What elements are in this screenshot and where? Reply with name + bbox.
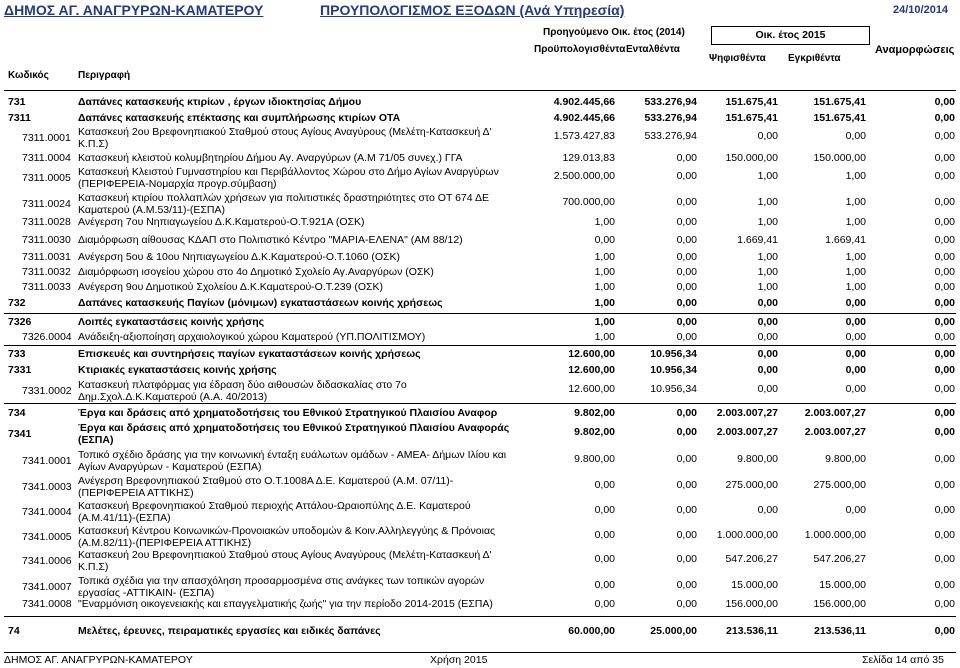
prev-year-label: Προηγούμενο Οικ. έτος (2014): [543, 27, 685, 38]
row-voted: 0,00: [757, 383, 778, 395]
row-voted: 213.536,11: [726, 625, 778, 637]
row-approved: 213.536,11: [814, 625, 866, 637]
row-ordered: 0,00: [676, 316, 697, 328]
row-approved: 151.675,41: [813, 96, 866, 108]
row-code: 7341: [8, 428, 32, 440]
row-code: 74: [8, 625, 20, 637]
org-name: ΔΗΜΟΣ ΑΓ. ΑΝΑΓΡΥΡΩΝ-ΚΑΜΑΤΕΡΟΥ: [4, 2, 264, 18]
row-description: Κατασκευή πλατφόρμας για έδραση δύο αιθουσών διδασκαλίας στο 7ο Δημ.Σχολ.Δ.Κ.Καματερού (Α.Α. 40/2013): [78, 379, 407, 403]
section-divider: [4, 616, 956, 617]
row-description: Κατασκευή κτιρίου πολλαπλών χρήσεων για πολιτιστικές δραστηριότητες στο ΟΤ 674 ΔΕ Καματερού (Α.Μ.53/11)-(ΕΣΠΑ): [78, 192, 489, 216]
row-revisions: 0,00: [934, 383, 955, 395]
row-revisions: 0,00: [934, 112, 955, 124]
row-budgeted: 0,00: [594, 529, 615, 541]
row-revisions: 0,00: [934, 130, 955, 142]
row-budgeted: 1,00: [594, 331, 615, 343]
row-code: 7311.0028: [22, 216, 71, 228]
row-description: Επισκευές και συντηρήσεις παγίων εγκαταστάσεων κοινής χρήσεως: [78, 348, 421, 360]
row-approved: 150.000,00: [813, 152, 866, 164]
row-ordered: 10.956,34: [650, 364, 697, 376]
row-code: 7341.0001: [22, 455, 72, 467]
row-approved: 15.000,00: [819, 579, 866, 591]
row-voted: 1,00: [757, 251, 778, 263]
row-voted: 1.000.000,00: [716, 529, 778, 541]
row-code: 7311.0033: [22, 281, 71, 293]
row-code: 732: [8, 297, 26, 309]
row-budgeted: 1,00: [594, 251, 615, 263]
col-header-voted: Ψηφισθέντα: [709, 53, 766, 64]
row-approved: 1,00: [845, 281, 866, 293]
row-description: Έργα και δράσεις από χρηματοδοτήσεις του Εθνικού Στρατηγικού Πλαισίου Αναφοράς (ΕΣΠΑ): [78, 422, 510, 446]
row-code: 733: [8, 348, 26, 360]
row-revisions: 0,00: [934, 251, 955, 263]
row-budgeted: 12.600,00: [568, 348, 615, 360]
row-ordered: 0,00: [676, 598, 697, 610]
row-revisions: 0,00: [934, 170, 955, 182]
row-revisions: 0,00: [934, 553, 955, 565]
row-budgeted: 0,00: [594, 598, 615, 610]
row-approved: 156.000,00: [813, 598, 866, 610]
header-divider: [4, 90, 956, 91]
row-description: Διαμόρφωση ισογείου χώρου στο 4ο Δημοτικό Σχολείο Αγ.Αναργύρων (ΟΣΚ): [78, 266, 434, 278]
row-budgeted: 0,00: [594, 479, 615, 491]
row-budgeted: 9.800,00: [574, 453, 615, 465]
row-budgeted: 2.500.000,00: [553, 170, 615, 182]
row-revisions: 0,00: [934, 266, 955, 278]
row-revisions: 0,00: [934, 426, 955, 438]
row-voted: 9.800,00: [737, 453, 778, 465]
row-voted: 0,00: [757, 504, 778, 516]
row-description: Ανέγερση 9ου Δημοτικού Σχολείου Δ.Κ.Καματερού-Ο.Τ.239 (ΟΣΚ): [78, 281, 384, 293]
row-description: Κατασκευή Κέντρου Κοινωνικών-Προνοιακών υποδομών & Κοιν.Αλληλεγγύης & Πρόνοιας (Α.Μ.82/11)-(ΠΕΡΙΦΕΡΕΙΑ ΑΤΤΙΚΗΣ): [78, 525, 496, 549]
footer-page: Σελίδα 14 από 35: [862, 654, 944, 666]
row-description: Ανέγερση 5ου & 10ου Νηπιαγωγείου Δ.Κ.Καματερού-Ο.Τ.1060 (ΟΣΚ): [78, 251, 401, 263]
row-revisions: 0,00: [934, 152, 955, 164]
row-code: 734: [8, 407, 26, 419]
row-code: 7326: [8, 316, 32, 328]
row-description: Μελέτες, έρευνες, πειραματικές εργασίες και ειδικές δαπάνες: [78, 625, 381, 637]
row-revisions: 0,00: [934, 348, 955, 360]
report-date: 24/10/2014: [893, 4, 949, 16]
row-code: 7311.0001: [22, 132, 71, 144]
row-description: Έργα και δράσεις από χρηματοδοτήσεις του Εθνικού Στρατηγικού Πλαισίου Αναφορ: [78, 407, 498, 419]
row-voted: 150.000,00: [725, 152, 778, 164]
row-approved: 0,00: [845, 364, 866, 376]
row-description: Κτιριακές εγκαταστάσεις κοινής χρήσης: [78, 364, 277, 376]
col-header-desc: Περιγραφή: [78, 70, 131, 81]
row-revisions: 0,00: [934, 625, 955, 637]
row-approved: 1,00: [845, 170, 866, 182]
row-ordered: 0,00: [676, 579, 697, 591]
row-budgeted: 4.902.445,66: [553, 96, 615, 108]
row-revisions: 0,00: [934, 504, 955, 516]
row-revisions: 0,00: [934, 281, 955, 293]
row-ordered: 0,00: [676, 297, 697, 309]
row-voted: 0,00: [757, 331, 778, 343]
row-code: 7311.0030: [22, 234, 71, 246]
row-ordered: 533.276,94: [644, 130, 697, 142]
row-ordered: 0,00: [676, 266, 697, 278]
footer-year: Χρήση 2015: [430, 654, 488, 666]
row-revisions: 0,00: [934, 96, 955, 108]
row-budgeted: 700.000,00: [562, 196, 615, 208]
row-code: 7341.0003: [22, 481, 72, 493]
row-budgeted: 4.902.445,66: [553, 112, 615, 124]
row-budgeted: 9.802,00: [574, 407, 615, 419]
row-budgeted: 1,00: [594, 316, 615, 328]
row-code: 7331: [8, 364, 32, 376]
row-code: 731: [8, 96, 26, 108]
row-ordered: 0,00: [676, 216, 697, 228]
row-voted: 1,00: [757, 266, 778, 278]
row-approved: 0,00: [845, 130, 866, 142]
row-revisions: 0,00: [934, 234, 955, 246]
row-budgeted: 1,00: [594, 266, 615, 278]
current-year-label: Οικ. έτος 2015: [755, 29, 826, 41]
section-divider: [4, 345, 956, 346]
row-budgeted: 1,00: [594, 281, 615, 293]
row-voted: 1,00: [757, 216, 778, 228]
row-revisions: 0,00: [934, 196, 955, 208]
row-ordered: 0,00: [676, 553, 697, 565]
section-divider: [4, 403, 956, 404]
row-revisions: 0,00: [934, 331, 955, 343]
row-description: Κατασκευή 2ου Βρεφονηπιακού Σταθμού στους Αγίους Αναγύρους (Μελέτη-Κατασκευή Δ' Κ.Π.Σ): [78, 126, 492, 150]
row-approved: 1,00: [845, 251, 866, 263]
row-approved: 1.000.000,00: [804, 529, 866, 541]
row-approved: 0,00: [845, 348, 866, 360]
row-budgeted: 129.013,83: [562, 152, 615, 164]
row-ordered: 0,00: [676, 281, 697, 293]
row-revisions: 0,00: [934, 216, 955, 228]
footer-org: ΔΗΜΟΣ ΑΓ. ΑΝΑΓΡΥΡΩΝ-ΚΑΜΑΤΕΡΟΥ: [4, 654, 193, 666]
row-budgeted: 1.573.427,83: [553, 130, 615, 142]
row-code: 7341.0005: [22, 531, 72, 543]
row-approved: 2.003.007,27: [804, 407, 866, 419]
row-voted: 0,00: [757, 130, 778, 142]
row-budgeted: 1,00: [594, 216, 615, 228]
row-approved: 2.003.007,27: [804, 426, 866, 438]
row-ordered: 0,00: [676, 529, 697, 541]
row-revisions: 0,00: [934, 579, 955, 591]
row-budgeted: 60.000,00: [568, 625, 615, 637]
footer-divider: [4, 652, 956, 653]
row-voted: 151.675,41: [725, 96, 778, 108]
row-ordered: 0,00: [676, 170, 697, 182]
row-approved: 1,00: [845, 266, 866, 278]
row-approved: 0,00: [845, 331, 866, 343]
row-revisions: 0,00: [934, 297, 955, 309]
row-ordered: 0,00: [676, 196, 697, 208]
row-voted: 151.675,41: [725, 112, 778, 124]
row-approved: 151.675,41: [813, 112, 866, 124]
row-approved: 1.669,41: [825, 234, 866, 246]
row-description: Κατασκευή κλειστού κολυμβητηρίου Δήμου Αγ. Αναργύρων (Α.Μ 71/05 συνεχ.) ΓΓΑ: [78, 152, 463, 164]
row-ordered: 10.956,34: [650, 383, 697, 395]
row-description: Διαμόρφωση αίθουσας ΚΔΑΠ στο Πολιτιστικό Κέντρο "ΜΑΡΙΑ-ΕΛΕΝΑ" (ΑΜ 88/12): [78, 234, 463, 246]
row-ordered: 0,00: [676, 234, 697, 246]
row-description: "Εναρμόνιση οικογενειακής και επαγγελματικής ζωής" για την περίοδο 2014-2015 (ΕΣΠΑ): [78, 598, 493, 610]
row-ordered: 0,00: [676, 479, 697, 491]
col-header-revisions: Αναμορφώσεις: [875, 44, 955, 56]
row-voted: 2.003.007,27: [716, 407, 778, 419]
row-voted: 547.206,27: [725, 553, 778, 565]
row-ordered: 0,00: [676, 426, 697, 438]
row-revisions: 0,00: [934, 479, 955, 491]
col-header-code: Κωδικός: [8, 70, 49, 81]
row-ordered: 0,00: [676, 251, 697, 263]
row-voted: 0,00: [757, 297, 778, 309]
col-header-ordered: Ενταλθέντα: [626, 44, 680, 55]
row-budgeted: 0,00: [594, 579, 615, 591]
col-header-budgeted: Προϋπολογισθέντα: [534, 44, 626, 55]
row-code: 7311.0024: [22, 198, 71, 210]
row-voted: 1,00: [757, 170, 778, 182]
row-budgeted: 12.600,00: [568, 383, 615, 395]
row-voted: 1,00: [757, 196, 778, 208]
col-header-approved: Εγκριθέντα: [788, 53, 841, 64]
row-voted: 1.669,41: [737, 234, 778, 246]
row-code: 7331.0002: [22, 385, 72, 397]
row-code: 7311.0032: [22, 266, 71, 278]
row-description: Κατασκευή 2ου Βρεφονηπιακού Σταθμού στους Αγίους Αναγύρους (Μελέτη-Κατασκευή Δ' Κ.Π.Σ): [78, 549, 492, 573]
row-voted: 0,00: [757, 364, 778, 376]
row-code: 7311.0031: [22, 251, 71, 263]
row-approved: 9.800,00: [825, 453, 866, 465]
row-ordered: 533.276,94: [644, 96, 697, 108]
row-description: Λοιπές εγκαταστάσεις κοινής χρήσης: [78, 316, 265, 328]
row-ordered: 10.956,34: [650, 348, 697, 360]
row-description: Δαπάνες κατασκευής κτιρίων , έργων ιδιοκτησίας Δήμου: [78, 96, 362, 108]
row-code: 7341.0007: [22, 581, 72, 593]
row-approved: 0,00: [845, 316, 866, 328]
row-revisions: 0,00: [934, 453, 955, 465]
row-budgeted: 0,00: [594, 504, 615, 516]
row-ordered: 0,00: [676, 331, 697, 343]
row-budgeted: 0,00: [594, 234, 615, 246]
row-ordered: 0,00: [676, 407, 697, 419]
row-code: 7326.0004: [22, 331, 72, 343]
report-title: ΠΡΟΥΠΟΛΟΓΙΣΜΟΣ ΕΞΟΔΩΝ (Ανά Υπηρεσία): [320, 2, 625, 18]
row-budgeted: 9.802,00: [574, 426, 615, 438]
row-voted: 15.000,00: [731, 579, 778, 591]
row-description: Ανάδειξη-αξιοποίηση αρχαιολογικού χώρου Καματερού (ΥΠ.ΠΟΛΙΤΙΣΜΟΥ): [78, 331, 426, 343]
row-voted: 0,00: [757, 316, 778, 328]
row-description: Δαπάνες κατασκευής επέκτασης και συμπλήρωσης κτιρίων ΟΤΑ: [78, 112, 401, 124]
row-voted: 2.003.007,27: [716, 426, 778, 438]
row-revisions: 0,00: [934, 529, 955, 541]
row-description: Τοπικά σχέδια για την απασχόληση προσαρμοσμένα στις ανάγκες των τοπικών αγορών εργασίας -ΑΤΤΙΚΑΙΝ- (ΕΣΠΑ): [78, 575, 485, 599]
section-divider: [4, 313, 956, 314]
row-code: 7341.0008: [22, 598, 72, 610]
row-ordered: 25.000,00: [650, 625, 697, 637]
row-voted: 1,00: [757, 281, 778, 293]
row-description: Τοπικό σχέδιο δράσης για την κοινωνική ένταξη ευάλωτων ομάδων - ΑΜΕΑ- Δήμων Ιλίου και Αγίων Αναργύρων - Καματερού (ΕΣΠΑ): [78, 449, 507, 473]
row-code: 7311: [8, 112, 31, 124]
row-code: 7311.0005: [22, 172, 71, 184]
row-code: 7341.0006: [22, 555, 72, 567]
row-approved: 0,00: [845, 297, 866, 309]
row-description: Ανέγερση Βρεφονηπιακού Σταθμού στο Ο.Τ.1008Α Δ.Ε. Καματερού (Α.Μ. 07/11)-(ΠΕΡΙΦΕΡΕΙΑ ΑΤΤΙΚΗΣ): [78, 475, 454, 499]
row-revisions: 0,00: [934, 407, 955, 419]
row-approved: 1,00: [845, 196, 866, 208]
row-ordered: 0,00: [676, 453, 697, 465]
row-code: 7341.0004: [22, 506, 72, 518]
current-year-box: [711, 26, 870, 45]
row-ordered: 533.276,94: [644, 112, 697, 124]
row-revisions: 0,00: [934, 598, 955, 610]
row-approved: 275.000,00: [813, 479, 866, 491]
row-voted: 0,00: [757, 348, 778, 360]
row-voted: 156.000,00: [725, 598, 778, 610]
row-description: Κατασκευή Κλειστού Γυμναστηρίου και Περιβάλλοντος Χώρου στο Δήμο Αγίων Αναργύρων (ΠΕΡΙΦΕΡΕΙΑ-Νομαρχία προγρ.σύμβαση): [78, 166, 499, 190]
row-budgeted: 0,00: [594, 553, 615, 565]
row-description: Ανέγερση 7ου Νηπιαγωγείου Δ.Κ.Καματερού-Ο.Τ.921Α (ΟΣΚ): [78, 216, 365, 228]
row-approved: 0,00: [845, 383, 866, 395]
row-description: Δαπάνες κατασκευής Παγίων (μόνιμων) εγκαταστάσεων κοινής χρήσεως: [78, 297, 443, 309]
row-code: 7311.0004: [22, 152, 71, 164]
row-description: Κατασκευή Βρεφονηπιακού Σταθμού περιοχής Αττάλου-Ωραιοπύλης Δ.Ε. Καματερού (Α.Μ.41/11)-(ΕΣΠΑ): [78, 500, 471, 524]
row-revisions: 0,00: [934, 364, 955, 376]
row-budgeted: 1,00: [594, 297, 615, 309]
row-approved: 0,00: [845, 504, 866, 516]
row-ordered: 0,00: [676, 504, 697, 516]
row-budgeted: 12.600,00: [568, 364, 615, 376]
row-ordered: 0,00: [676, 152, 697, 164]
row-approved: 1,00: [845, 216, 866, 228]
row-approved: 547.206,27: [813, 553, 866, 565]
row-voted: 275.000,00: [725, 479, 778, 491]
row-revisions: 0,00: [934, 316, 955, 328]
